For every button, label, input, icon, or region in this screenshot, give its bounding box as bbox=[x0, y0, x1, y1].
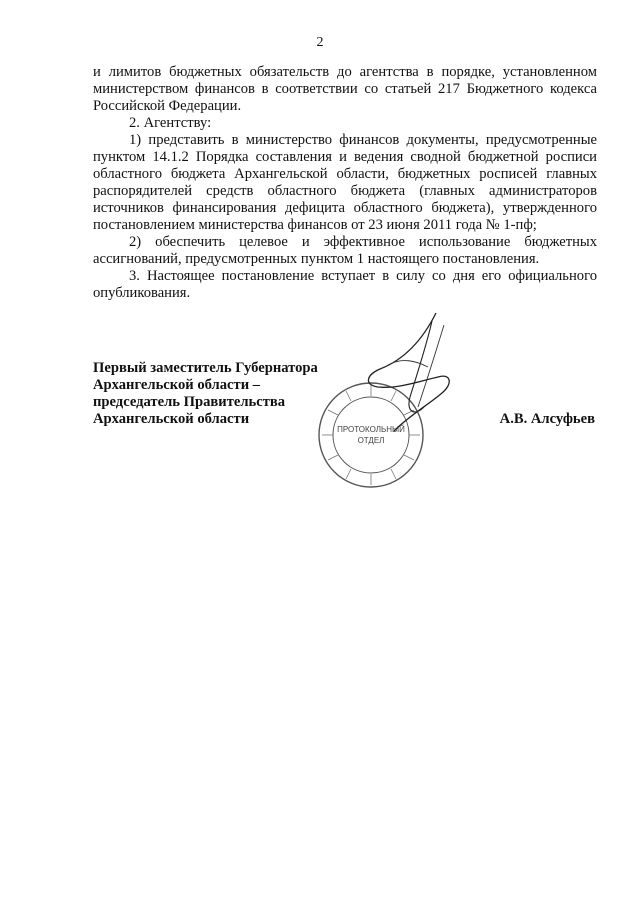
page-number: 2 bbox=[316, 35, 324, 50]
paragraph-continuation: и лимитов бюджетных обязательств до агентства в порядке, установленном министерством финансов в соответствии со статьей 217 Бюджетного кодекса Российской Федерации. bbox=[93, 64, 597, 114]
stamp-text-line2: ОТДЕЛ bbox=[357, 436, 385, 445]
paragraph-item-2: 2. Агентству: bbox=[129, 115, 212, 131]
paragraph-subitem-2: 2) обеспечить целевое и эффективное использование бюджетных ассигнований, предусмотренных пунктом 1 настоящего постановления. bbox=[93, 234, 597, 267]
signatory-title-line: Архангельской области – bbox=[93, 377, 261, 393]
signatory-title-line: Архангельской области bbox=[93, 411, 250, 427]
document-body bbox=[93, 64, 597, 302]
signatory-title-line: Первый заместитель Губернатора bbox=[93, 360, 318, 376]
handwritten-signature bbox=[358, 307, 468, 437]
paragraph-item-3: 3. Настоящее постановление вступает в силу со дня его официального опубликования. bbox=[93, 268, 597, 301]
stamp-text-line1: ПРОТОКОЛЬНЫЙ bbox=[337, 425, 405, 434]
signatory-title-line: председатель Правительства bbox=[93, 394, 286, 410]
paragraph-subitem-1: 1) представить в министерство финансов документы, предусмотренные пунктом 14.1.2 Порядка составления и ведения сводной бюджетной росписи областного бюджета Архангельской области, бюджетных росписей главных распорядителей средств областного бюджета (главных администраторов источников финансирования дефицита областного бюджета), утвержденного постановлением министерства финансов от 23 июня 2011 года № 1-пф; bbox=[93, 132, 597, 233]
signatory-name: А.В. Алсуфьев bbox=[499, 411, 595, 427]
signatory-title bbox=[93, 360, 333, 428]
